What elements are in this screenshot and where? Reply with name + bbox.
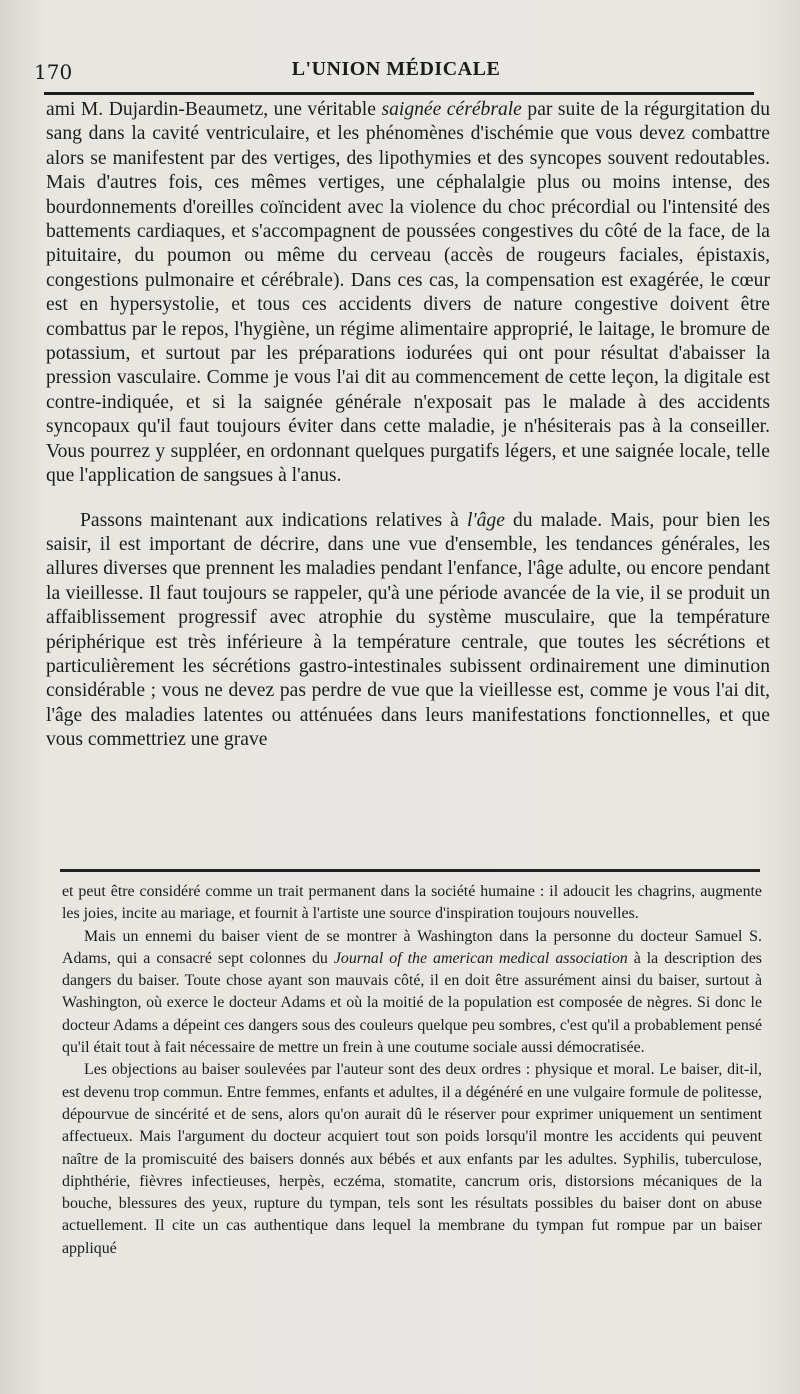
main-paragraph-2-end: du malade. Mais, pour bien les saisir, il est important de décrire, dans une vue d'ensemble, les tendances générales, les allures diverses que prennent les maladies pendant l'enfance, l'âge adulte, ou encore pendant la vieillesse. Il faut toujours se rappeler, qu'à une période avancée de la vie, il se produit un affaiblissement progressif avec atrophie du système musculaire, que la température périphérique est très inférieure à la température centrale, que toutes les sécrétions et particulièrement les sécrétions gastro-intestinales subissent ordinairement une diminution considérable ; vous ne devez pas perdre de vue que la vieillesse est, comme je vous l'ai dit, l'âge des maladies latentes ou atténuées dans leurs manifestations fonctionnelles, et que vous commettriez une grave [46,509,770,751]
main-paragraph-1-end: par suite de la régurgitation du sang dans la cavité ventriculaire, et les phénomènes d'ischémie que vous devez combattre alors se manifestent par des vertiges, des lipothymies et des syncopes souvent redoutables. Mais d'autres fois, ces mêmes vertiges, une céphalalgie plus ou moins intense, des bourdonnements d'oreilles coïncident avec la violence du choc précordial ou l'intensité des battements cardiaques, et s'accompagnent de poussées congestives du côté de la face, de la pituitaire, du poumon ou même du cerveau (accès de rougeurs faciales, épistaxis, congestions pulmonaire et cérébrale). Dans ces cas, la compensation est exagérée, le cœur est en hypersystolie, et tous ces accidents divers de nature congestive doivent être combattus par le repos, l'hygiène, un régime alimentaire approprié, le laitage, le bromure de potassium, et surtout par les préparations iodurées qui ont pour résultat d'abaisser la pression vasculaire. Comme je vous l'ai dit au commencement de cette leçon, la digitale est contre-indiquée, et si la saignée générale n'exposait pas le malade à des accidents syncopaux qu'il faut toujours éviter dans cette maladie, je n'hésiterais pas à la conseiller. Vous pourrez y suppléer, en ordonnant quelques purgatifs légers, et une saignée locale, telle que l'application de sangsues à l'anus. [46,99,770,487]
main-paragraph-2 [46,509,770,753]
page-number: 170 [34,60,73,84]
main-paragraph-1-start: ami M. Dujardin-Beaumetz, une véritable [46,99,382,120]
footnote-paragraph-2-italic: Journal of the american medical association [333,949,628,967]
header-rule [44,92,754,95]
footnote-paragraph-2-end: à la description des dangers du baiser. Toute chose ayant son mauvais côté, il en doit être assurément ainsi du baiser, surtout à Washington, où exerce le docteur Adams et où la moitié de la population est composée de nègres. Si donc le docteur Adams a dépeint ces dangers sous des couleurs quelque peu sombres, c'est qu'il a probablement pensé qu'il était tout à fait nécessaire de mettre un frein à une coutume sociale aussi démocratisée. [62,949,762,1057]
running-title: L'UNION MÉDICALE [291,58,501,80]
main-paragraph-1 [46,98,770,489]
footnotes [62,881,762,1260]
footnote-paragraph-2-start: Mais un ennemi du baiser vient de se montrer à Washington dans la personne du docteur Samuel S. Adams, qui a consacré sept colonnes du [62,927,762,967]
main-paragraph-1-italic: saignée cérébrale [381,99,522,120]
footnote-paragraph-2 [62,926,762,1060]
main-text [46,98,770,753]
main-paragraph-2-start: Passons maintenant aux indications relatives à [80,509,467,531]
footnote-paragraph-3: Les objections au baiser soulevées par l'auteur sont des deux ordres : physique et moral. Le baiser, dit-il, est devenu trop commun. Entre femmes, enfants et adultes, il a dégénéré en une vulgaire formule de politesse, dépourvue de sincérité et de sens, alors qu'on aurait dû le réserver pour exprimer uniquement un sentiment affectueux. Mais l'argument du docteur acquiert tout son poids lorsqu'il montre les accidents qui peuvent naître de la promiscuité des baisers donnés aux bébés et aux enfants par les adultes. Syphilis, tuberculose, diphthérie, fièvres infectieuses, herpès, eczéma, stomatite, cancrum oris, distorsions mécaniques de la bouche, blessures des yeux, rupture du tympan, tels sont les résultats possibles du baiser dont on abuse actuellement. Il cite un cas authentique dans lequel la membrane du tympan fut rompue par un baiser appliqué [62,1061,762,1257]
footnote-rule [60,869,760,872]
page-header [34,58,758,88]
main-paragraph-2-italic: l'âge [466,509,505,531]
footnote-paragraph-1: et peut être considéré comme un trait permanent dans la société humaine : il adoucit les chagrins, augmente les joies, incite au mariage, et fournit à l'artiste une source d'inspiration toujours nouvelles. [62,883,762,923]
